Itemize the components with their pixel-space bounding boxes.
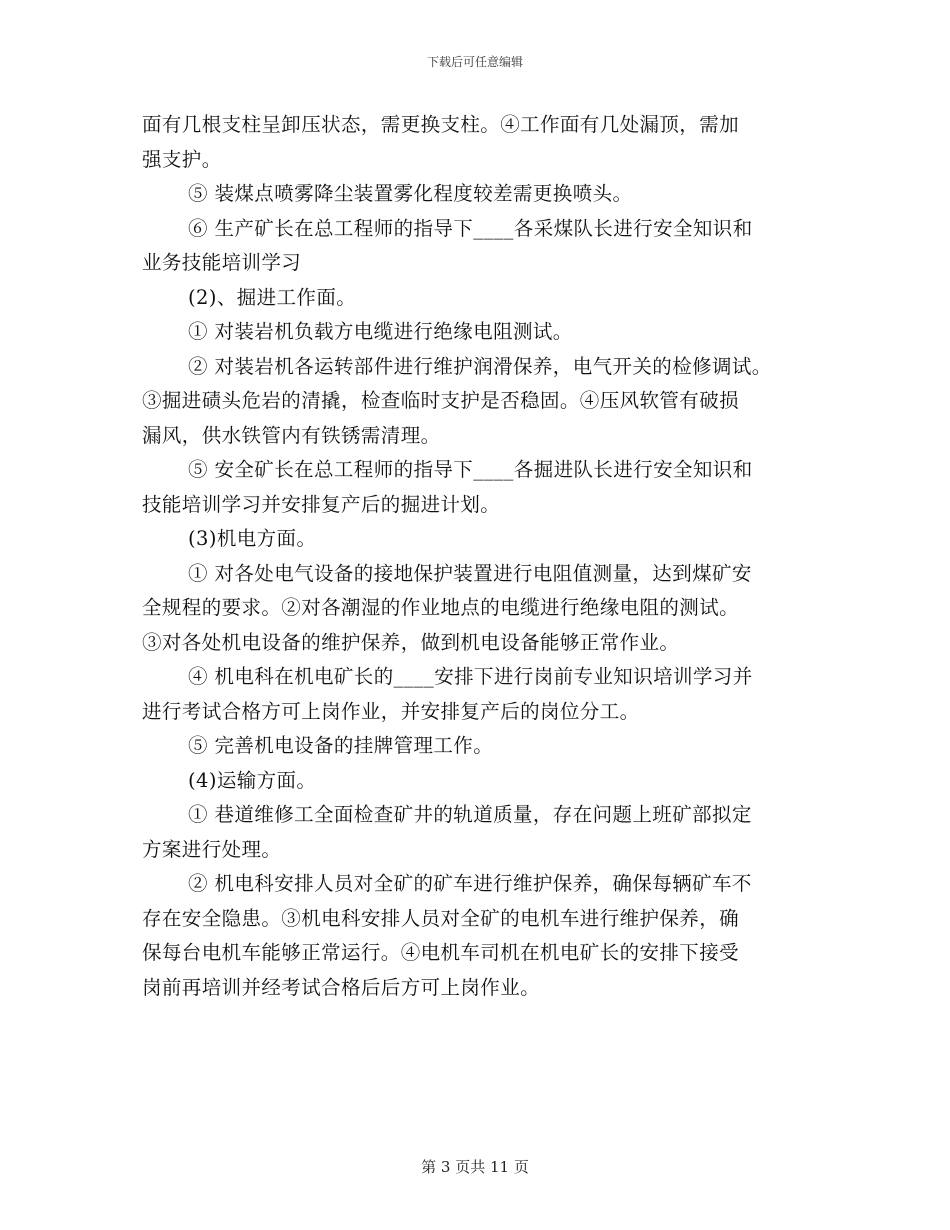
text-line: 漏风，供水铁管内有铁锈需清理。 (142, 423, 441, 447)
text-line: 保每台电机车能够正常运行。④电机车司机在机电矿长的安排下接受 (142, 941, 740, 964)
text-line: 技能培训学习并安排复产后的掘进计划。 (142, 492, 501, 516)
text-line: ① 对各处电气设备的接地保护装置进行电阻值测量，达到煤矿安 (188, 561, 752, 585)
page-header: 下载后可任意编辑 (426, 55, 523, 69)
text-line: 面有几根支柱呈卸压状态，需更换支柱。④工作面有几处漏顶，需加 (142, 113, 740, 136)
text-line: 全规程的要求。②对各潮湿的作业地点的电缆进行绝缘电阻的测试。 (142, 596, 740, 619)
text-line: ② 机电科安排人员对全矿的矿车进行维护保养，确保每辆矿车不 (188, 872, 752, 895)
text-line: 进行考试合格方可上岗作业，并安排复产后的岗位分工。 (142, 699, 640, 723)
text-line: 岗前再培训并经考试合格后后方可上岗作业。 (142, 975, 541, 999)
text-line: 存在安全隐患。③机电科安排人员对全矿的电机车进行维护保养，确 (142, 906, 740, 930)
text-line: 业务技能培训学习 (142, 251, 302, 274)
text-line: ② 对装岩机各运转部件进行维护润滑保养，电气开关的检修调试。 (188, 354, 772, 378)
section-heading: (2)、掘进工作面。 (188, 285, 357, 309)
page-number: 第 3 页共 11 页 (421, 1158, 529, 1176)
document-body (142, 108, 812, 1005)
text-line: ⑥ 生产矿长在总工程师的指导下____各采煤队长进行安全知识和 (188, 216, 753, 240)
text-line: ⑤ 安全矿长在总工程师的指导下____各掘进队长进行安全知识和 (188, 458, 753, 481)
text-line: ④ 机电科在机电矿长的____安排下进行岗前专业知识培训学习并 (188, 665, 753, 688)
text-line: ① 巷道维修工全面检查矿井的轨道质量，存在问题上班矿部拟定 (188, 803, 752, 826)
text-line: ⑤ 装煤点喷雾降尘装置雾化程度较差需更换喷头。 (188, 182, 633, 205)
section-heading: (4)运输方面。 (188, 768, 317, 792)
section-heading: (3)机电方面。 (188, 527, 317, 550)
text-line: ⑤ 完善机电设备的挂牌管理工作。 (188, 734, 494, 757)
text-line: 强支护。 (142, 147, 222, 171)
text-line: 方案进行处理。 (142, 837, 282, 861)
text-line: ③对各处机电设备的维护保养，做到机电设备能够正常作业。 (142, 630, 680, 654)
text-line: ③掘进碛头危岩的清撬，检查临时支护是否稳固。④压风软管有破损 (142, 389, 740, 412)
text-line: ① 对装岩机负载方电缆进行绝缘电阻测试。 (188, 320, 573, 343)
